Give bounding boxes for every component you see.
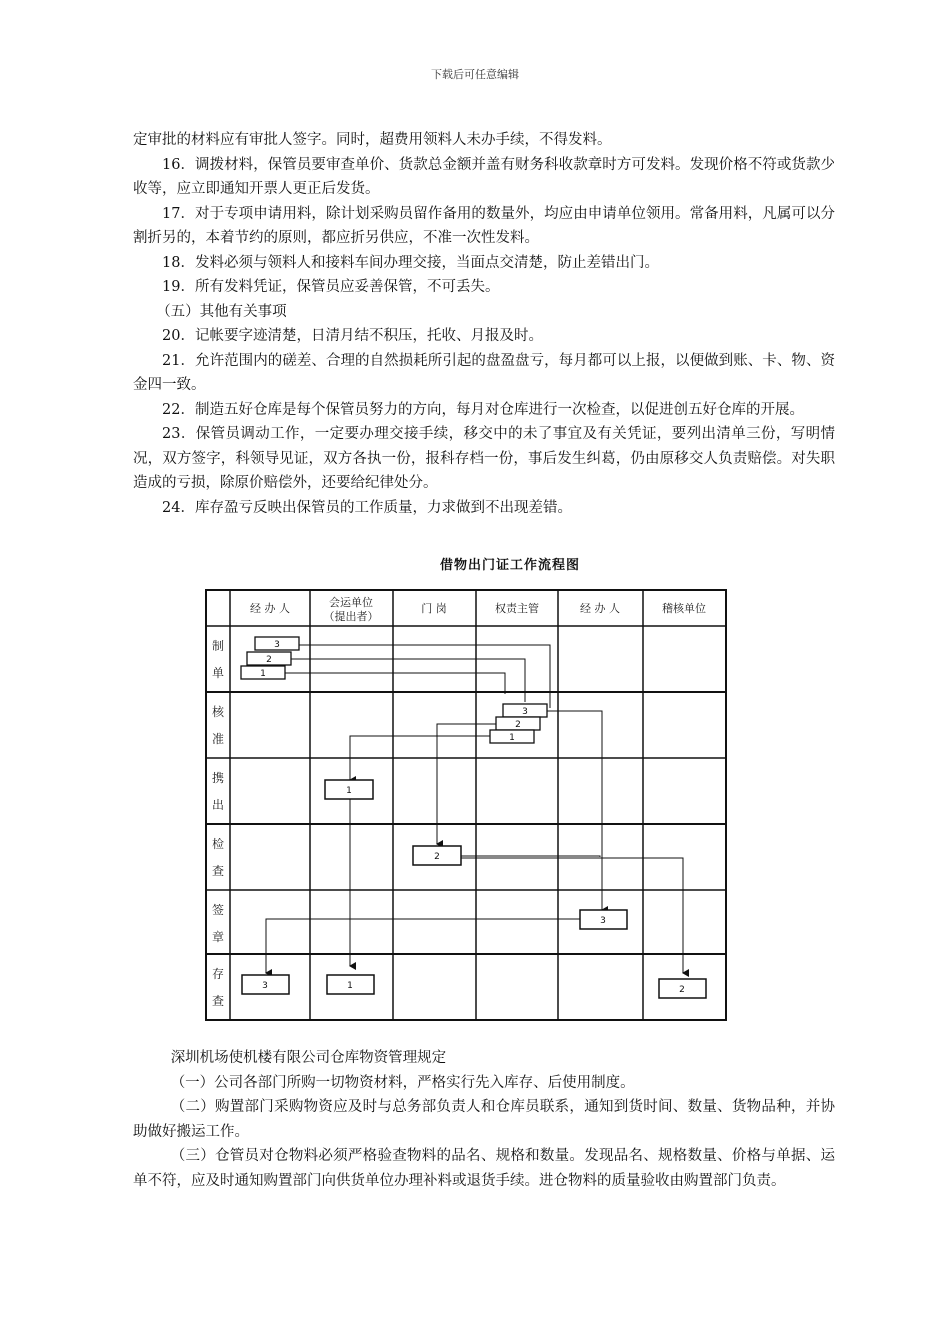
paragraph: 18．发料必须与领料人和接料车间办理交接，当面点交清楚，防止差错出门。 [162, 254, 659, 271]
form-number: 3 [522, 707, 528, 717]
body-text-bottom [133, 1046, 835, 1193]
page-header-note: 下载后可任意编辑 [431, 68, 519, 81]
column-header: 权责主管 [495, 602, 539, 615]
row-label: 检 [211, 837, 225, 851]
column-header: 会运单位 [329, 596, 373, 609]
form-number: 1 [347, 981, 353, 991]
body-text-top [133, 128, 835, 520]
section-heading: （五）其他有关事项 [156, 303, 287, 320]
form-number: 3 [262, 981, 268, 991]
form-number: 2 [266, 655, 272, 665]
column-header: 经 办 人 [580, 602, 620, 615]
row-label: 签 [211, 903, 225, 917]
form-number: 1 [509, 733, 515, 743]
column-header: 门 岗 [421, 602, 447, 615]
form-number: 2 [679, 985, 685, 995]
row-label: 出 [211, 798, 225, 812]
paragraph: （一）公司各部门所购一切物资材料，严格实行先入库存、后使用制度。 [170, 1074, 635, 1091]
paragraph: 23．保管员调动工作，一定要办理交接手续，移交中的未了事宜及有关凭证，要列出清单三份，写明情况，双方签字，科领导见证，双方各执一份，报科存档一份，事后发生纠葛，仍由原移交人负责赔偿。对失职造成的亏损，除原价赔偿外，还要给纪律处分。 [133, 426, 835, 491]
row-label: 章 [211, 930, 225, 944]
column-header: 稽核单位 [662, 602, 706, 615]
form-number: 3 [274, 640, 280, 650]
row-label: 制 [211, 639, 225, 653]
paragraph: 22．制造五好仓库是每个保管员努力的方向，每月对仓库进行一次检查，以促进创五好仓库的开展。 [162, 401, 804, 418]
form-number: 3 [600, 916, 606, 926]
form-number: 1 [260, 669, 266, 679]
paragraph: 17．对于专项申请用料，除计划采购员留作备用的数量外，均应由申请单位领用。常备用料，凡属可以分割折另的，本着节约的原则，都应折另供应，不准一次性发料。 [133, 205, 835, 246]
paragraph: 定审批的材料应有审批人签字。同时，超费用领料人未办手续，不得发料。 [133, 132, 612, 148]
regulation-title: 深圳机场使机楼有限公司仓库物资管理规定 [170, 1050, 447, 1066]
form-number: 2 [434, 852, 440, 862]
paragraph: （二）购置部门采购物资应及时与总务部负责人和仓库员联系，通知到货时间、数量、货物品种，并协助做好搬运工作。 [133, 1099, 835, 1140]
row-label: 准 [211, 732, 225, 746]
row-label: 查 [211, 864, 225, 878]
paragraph: （三）仓管员对仓物料必须严格验查物料的品名、规格和数量。发现品名、规格数量、价格与单据、运单不符，应及时通知购置部门向供货单位办理补料或退货手续。进仓物料的质量验收由购置部门负责。 [133, 1148, 835, 1189]
row-label: 查 [211, 994, 225, 1008]
paragraph: 21．允许范围内的磋差、合理的自然损耗所引起的盘盈盘亏，每月都可以上报，以便做到账、卡、物、资金四一致。 [133, 352, 835, 393]
paragraph: 24．库存盈亏反映出保管员的工作质量，力求做到不出现差错。 [162, 499, 572, 516]
column-header: 经 办 人 [250, 602, 290, 615]
row-label: 核 [211, 705, 225, 719]
form-number: 2 [515, 720, 521, 730]
flowchart-diagram [200, 582, 740, 1032]
row-label: 存 [211, 967, 225, 981]
paragraph: 20．记帐要字迹清楚，日清月结不积压，托收、月报及时。 [162, 328, 543, 344]
row-label: 携 [211, 771, 225, 785]
column-header-sub: （提出者） [323, 610, 379, 623]
form-number: 1 [346, 786, 352, 796]
paragraph: 19．所有发料凭证，保管员应妥善保管，不可丢失。 [162, 279, 500, 295]
paragraph: 16．调拨材料，保管员要审查单价、货款总金额并盖有财务科收款章时方可发料。发现价格不符或货款少收等，应立即通知开票人更正后发货。 [133, 156, 835, 197]
flowchart-title: 借物出门证工作流程图 [439, 558, 580, 573]
row-label: 单 [211, 666, 225, 680]
